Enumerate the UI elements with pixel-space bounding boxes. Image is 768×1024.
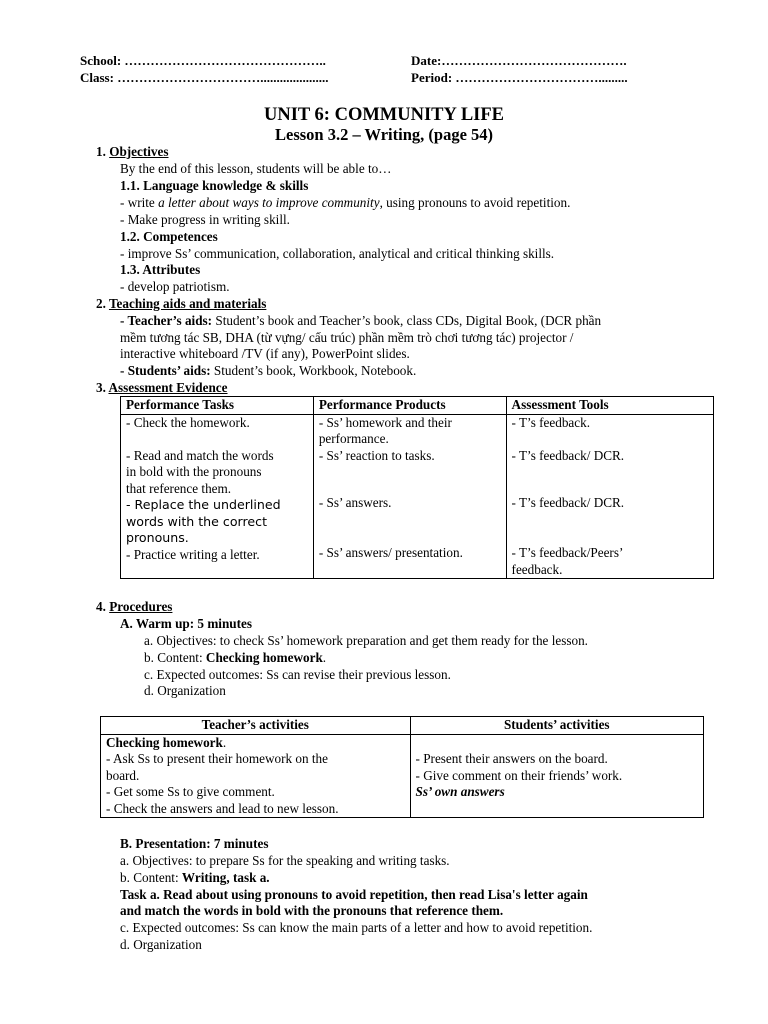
students-aids-line <box>120 363 416 379</box>
students-activities-cell <box>410 734 703 818</box>
objective-line-competences: - improve Ss’ communication, collaboration, analytical and critical thinking skills. <box>120 246 555 261</box>
task-replace-words: - Replace the underlined <box>126 497 281 512</box>
procedures-title: Procedures <box>109 599 173 614</box>
objectives-heading <box>96 144 169 160</box>
assessment-title: Assessment Evidence <box>108 380 228 395</box>
performance-products-cell <box>313 414 506 579</box>
presentation-outcomes: c. Expected outcomes: Ss can know the main parts of a letter and how to avoid repetition. <box>120 920 593 935</box>
product-reaction: - Ss’ reaction to tasks. <box>318 447 435 463</box>
assessment-number: 3. <box>96 380 106 395</box>
presentation-objectives: a. Objectives: to prepare Ss for the speaking and writing tasks. <box>120 853 450 868</box>
presentation-content-label: b. Content: <box>120 870 182 885</box>
teacher-activity-bold: Checking homework <box>106 734 223 750</box>
assessment-table <box>120 396 714 579</box>
procedures-number: 4. <box>96 599 106 614</box>
tool-feedback: - T’s feedback. <box>511 414 591 430</box>
column-header: Teacher’s activities <box>101 717 411 735</box>
teacher-aids-line-3: interactive whiteboard /TV (if any), PowerPoint slides. <box>120 346 410 361</box>
teacher-activities-cell <box>101 734 411 818</box>
product-homework: - Ss’ homework and their <box>318 414 452 430</box>
task-read-match: that reference them. <box>126 480 232 496</box>
warmup-title: A. Warm up: 5 minutes <box>120 616 253 631</box>
objective-1-2-heading: 1.2. Competences <box>120 229 218 244</box>
presentation-title: B. Presentation: 7 minutes <box>120 836 269 851</box>
assessment-tools-cell <box>506 414 713 579</box>
objective-line-progress: - Make progress in writing skill. <box>120 212 290 227</box>
product-presentation: - Ss’ answers/ presentation. <box>318 545 463 560</box>
warmup-content <box>144 650 326 666</box>
students-aids-label: - Students’ aids: <box>120 363 211 378</box>
objectives-title: Objectives <box>109 144 169 159</box>
aids-number: 2. <box>96 296 106 311</box>
teacher-activity: - Check the answers and lead to new lesson. <box>106 800 339 816</box>
warmup-content-period: . <box>322 650 327 665</box>
presentation-organization: d. Organization <box>120 937 202 952</box>
teacher-activity: - Get some Ss to give comment. <box>106 784 275 799</box>
task-replace-words: pronouns. <box>126 530 189 545</box>
column-header: Performance Tasks <box>121 397 314 415</box>
table-row <box>101 734 704 818</box>
activities-table <box>100 716 704 818</box>
product-answers: - Ss’ answers. <box>318 494 392 510</box>
objective-1-3-heading: 1.3. Attributes <box>120 262 201 277</box>
students-aids-text: Student’s book, Workbook, Notebook. <box>210 363 417 378</box>
date-field: Date:……………………………………. <box>411 53 627 68</box>
tool-peer-feedback: feedback. <box>511 561 563 577</box>
teacher-activity-title <box>106 735 405 752</box>
school-field: School: ……………………………………….. <box>80 53 326 68</box>
teacher-aids-line-2: mềm tương tác SB, DHA (từ vựng/ cấu trúc) phần mềm trò chơi tương tác) projector / <box>120 330 574 345</box>
task-a-instruction: Task a. Read about using pronouns to avoid repetition, then read Lisa's letter again <box>120 887 588 902</box>
student-activity-answers: Ss’ own answers <box>415 784 505 799</box>
objectives-intro: By the end of this lesson, students will be able to… <box>120 161 392 176</box>
product-homework: performance. <box>318 431 389 446</box>
procedures-heading <box>96 599 172 615</box>
teacher-aids-line <box>120 313 601 329</box>
aids-title: Teaching aids and materials <box>108 296 267 311</box>
task-practice-writing: - Practice writing a letter. <box>126 546 260 562</box>
column-header: Performance Products <box>313 397 506 415</box>
warmup-objectives: a. Objectives: to check Ss’ homework preparation and get them ready for the lesson. <box>144 633 588 648</box>
warmup-organization: d. Organization <box>144 683 226 698</box>
task-replace-words: words with the correct <box>126 513 268 529</box>
warmup-content-label: b. Content: <box>144 650 206 665</box>
objectives-number: 1. <box>96 144 106 159</box>
column-header: Students’ activities <box>410 717 703 735</box>
table-row <box>121 414 714 579</box>
presentation-content <box>120 870 270 886</box>
teacher-activity: board. <box>106 767 140 783</box>
table-header-row <box>121 397 714 415</box>
teacher-aids-label: - Teacher’s aids: <box>120 313 213 328</box>
tool-feedback-dcr: - T’s feedback/ DCR. <box>511 494 625 510</box>
warmup-content-value: Checking homework <box>205 650 323 665</box>
task-check-homework: - Check the homework. <box>126 414 250 430</box>
warmup-outcomes: c. Expected outcomes: Ss can revise their previous lesson. <box>144 667 451 682</box>
presentation-content-value: Writing, task a. <box>181 870 270 885</box>
period-field: Period: ……………………………......... <box>411 70 628 85</box>
assessment-heading <box>96 380 228 396</box>
table-header-row <box>101 717 704 735</box>
performance-tasks-cell <box>121 414 314 579</box>
lesson-subtitle: Lesson 3.2 – Writing, (page 54) <box>274 125 494 144</box>
objective-line-suffix: , using pronouns to avoid repetition. <box>379 195 571 210</box>
tool-peer-feedback: - T’s feedback/Peers’ <box>511 545 624 560</box>
tool-feedback-dcr: - T’s feedback/ DCR. <box>511 447 625 463</box>
aids-heading <box>96 296 266 312</box>
objective-line-italic: a letter about ways to improve community <box>158 195 380 210</box>
objective-1-1-heading: 1.1. Language knowledge & skills <box>120 178 309 193</box>
task-read-match: in bold with the pronouns <box>126 464 262 479</box>
class-field: Class: ……………………………..................... <box>80 70 329 85</box>
task-a-instruction-2: and match the words in bold with the pronouns that reference them. <box>120 903 504 918</box>
objective-line-writing <box>120 195 570 211</box>
teacher-activity: - Ask Ss to present their homework on the <box>106 751 328 766</box>
teacher-activity-period: . <box>222 734 227 750</box>
column-header: Assessment Tools <box>506 397 713 415</box>
objective-line-attributes: - develop patriotism. <box>120 279 230 294</box>
task-read-match: - Read and match the words <box>126 447 274 463</box>
objective-line-prefix: - write <box>120 195 159 210</box>
student-activity: - Present their answers on the board. <box>415 751 608 766</box>
page-title: UNIT 6: COMMUNITY LIFE <box>264 105 504 125</box>
teacher-aids-text: Student’s book and Teacher’s book, class CDs, Digital Book, (DCR phần <box>212 313 602 328</box>
student-activity: - Give comment on their friends’ work. <box>415 767 623 783</box>
